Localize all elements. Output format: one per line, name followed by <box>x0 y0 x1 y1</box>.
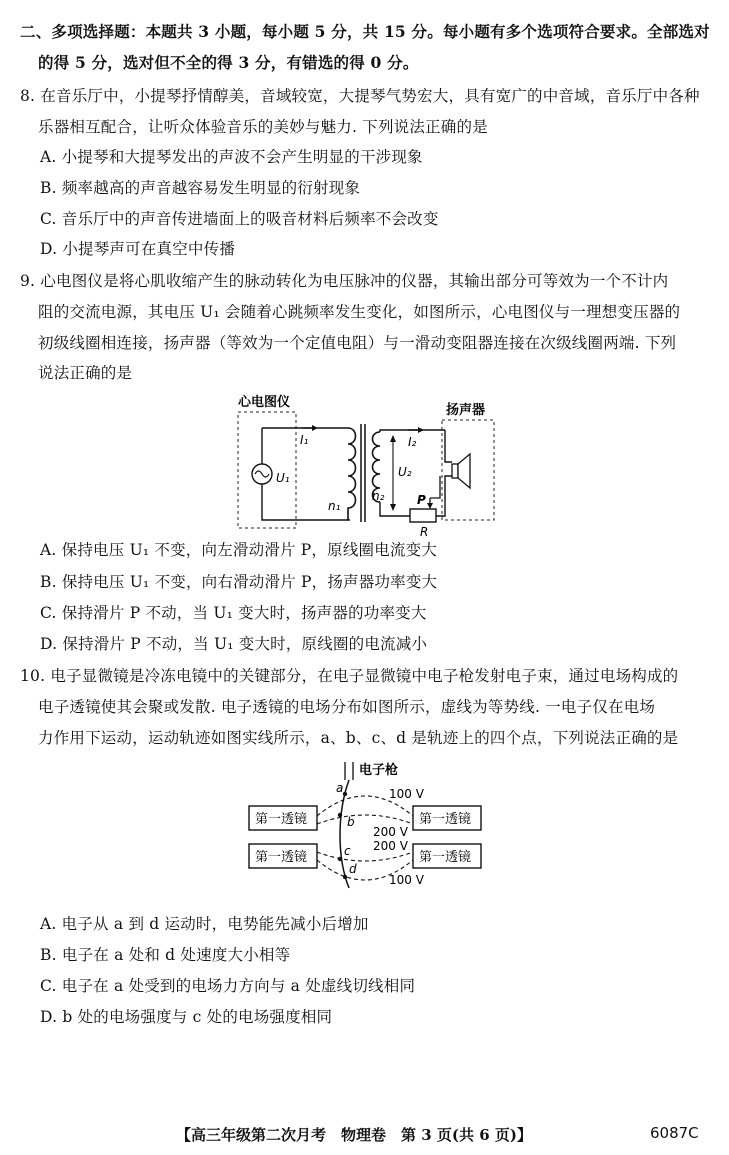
q9-option-a: A. 保持电压 U₁ 不变，向左滑动滑片 P，原线圈电流变大 <box>40 541 438 559</box>
q9-stem-line4: 说法正确的是 <box>38 364 133 382</box>
q8-option-d: D. 小提琴声可在真空中传播 <box>40 240 236 258</box>
equipotential-200v-bottom <box>317 852 413 861</box>
i2-label: I₂ <box>408 435 417 449</box>
q8-stem-line1: 8. 在音乐厅中，小提琴抒情醇美，音域较宽，大提琴气势宏大，具有宽广的中音域，音乐厅中各种 <box>20 87 700 105</box>
point-b-dot <box>338 813 342 817</box>
point-d-dot <box>343 875 347 879</box>
q10-option-a: A. 电子从 a 到 d 运动时，电势能先减小后增加 <box>40 915 369 933</box>
electron-trajectory <box>340 780 349 888</box>
ecg-label: 心电图仪 <box>238 395 291 410</box>
voltage-label-100v-bottom: 100 V <box>389 873 424 887</box>
q10-stem-line3: 力作用下运动，运动轨迹如图实线所示，a、b、c、d 是轨迹上的四个点，下列说法正确的是 <box>38 729 679 747</box>
q9-option-b: B. 保持电压 U₁ 不变，向右滑动滑片 P，扬声器功率变大 <box>40 573 438 591</box>
point-c-dot <box>338 857 342 861</box>
q10-stem-line1: 10. 电子显微镜是冷冻电镜中的关键部分，在电子显微镜中电子枪发射电子束，通过电场构成的 <box>20 667 679 685</box>
point-a-dot <box>343 792 347 796</box>
primary-coil <box>348 428 356 520</box>
lens-label-top-right: 第一透镜 <box>419 812 472 827</box>
gun-label: 电子枪 <box>359 763 399 778</box>
equipotential-200v-top <box>317 815 413 824</box>
u1-label: U₁ <box>276 471 290 485</box>
q9-stem-line3: 初级线圈相连接，扬声器（等效为一个定值电阻）与一滑动变阻器连接在次级线圈两端. 下列 <box>38 334 677 352</box>
page-footer: 【高三年级第二次月考 物理卷 第 3 页(共 6 页)】 <box>176 1126 532 1144</box>
q10-option-b: B. 电子在 a 处和 d 处速度大小相等 <box>40 946 291 964</box>
i1-label: I₁ <box>300 433 309 447</box>
n2-label: n₂ <box>372 489 385 503</box>
point-d-label: d <box>349 862 357 876</box>
q10-option-d: D. b 处的电场强度与 c 处的电场强度相同 <box>40 1008 333 1026</box>
q8-option-c: C. 音乐厅中的声音传进墙面上的吸音材料后频率不会改变 <box>40 210 439 228</box>
speaker-label: 扬声器 <box>446 403 486 418</box>
lens-label-bottom-right: 第一透镜 <box>419 850 472 865</box>
lens-label-bottom-left: 第一透镜 <box>255 850 308 865</box>
section-header-line1: 二、多项选择题：本题共 3 小题，每小题 5 分，共 15 分。每小题有多个选项符合要求。全部选对 <box>20 22 710 41</box>
voltage-label-200v-top: 200 V <box>373 825 408 839</box>
p-label: P <box>417 493 426 507</box>
u2-label: U₂ <box>398 465 412 479</box>
i2-arrow-head <box>418 427 424 433</box>
slider-link-wire <box>430 476 440 498</box>
r-label: R <box>420 525 429 538</box>
lens-label-top-left: 第一透镜 <box>255 812 308 827</box>
q8-option-b: B. 频率越高的声音越容易发生明显的衍射现象 <box>40 179 361 197</box>
electron-lens-figure <box>245 758 485 896</box>
u2-arrow-top <box>390 435 396 442</box>
u2-arrow-bottom <box>390 504 396 511</box>
q10-stem-line2: 电子透镜使其会聚或发散. 电子透镜的电场分布如图所示，虚线为等势线. 一电子仅在电场 <box>38 698 656 716</box>
n1-label: n₁ <box>328 499 341 513</box>
speaker-icon <box>458 454 470 488</box>
voltage-label-100v-top: 100 V <box>389 787 424 801</box>
voltage-label-200v-bottom: 200 V <box>373 839 408 853</box>
speaker-icon-body <box>452 464 458 478</box>
q8-option-a: A. 小提琴和大提琴发出的声波不会产生明显的干涉现象 <box>40 148 423 166</box>
q8-stem-line2: 乐器相互配合，让听众体验音乐的美妙与魅力. 下列说法正确的是 <box>38 118 488 136</box>
point-c-label: c <box>344 844 351 858</box>
q9-option-d: D. 保持滑片 P 不动，当 U₁ 变大时，原线圈的电流减小 <box>40 635 428 653</box>
q9-stem-line1: 9. 心电图仪是将心肌收缩产生的脉动转化为电压脉冲的仪器，其输出部分可等效为一个不计内 <box>20 272 669 290</box>
point-a-label: a <box>336 781 344 795</box>
transformer-circuit-figure <box>230 390 500 538</box>
speaker-wire-top <box>445 430 452 462</box>
i1-arrow-head <box>312 425 318 431</box>
point-b-label: b <box>347 815 355 829</box>
speaker-wire-bottom <box>436 476 452 516</box>
exam-code: 6087C <box>650 1124 699 1142</box>
q10-option-c: C. 电子在 a 处受到的电场力方向与 a 处虚线切线相同 <box>40 977 416 995</box>
rheostat-icon <box>410 509 436 522</box>
slider-arrow-head <box>427 503 433 509</box>
section-header-line2: 的得 5 分，选对但不全的得 3 分，有错选的得 0 分。 <box>38 53 419 72</box>
q9-option-c: C. 保持滑片 P 不动，当 U₁ 变大时，扬声器的功率变大 <box>40 604 427 622</box>
q9-stem-line2: 阻的交流电源，其电压 U₁ 会随着心跳频率发生变化，如图所示，心电图仪与一理想变压器的 <box>38 303 681 321</box>
